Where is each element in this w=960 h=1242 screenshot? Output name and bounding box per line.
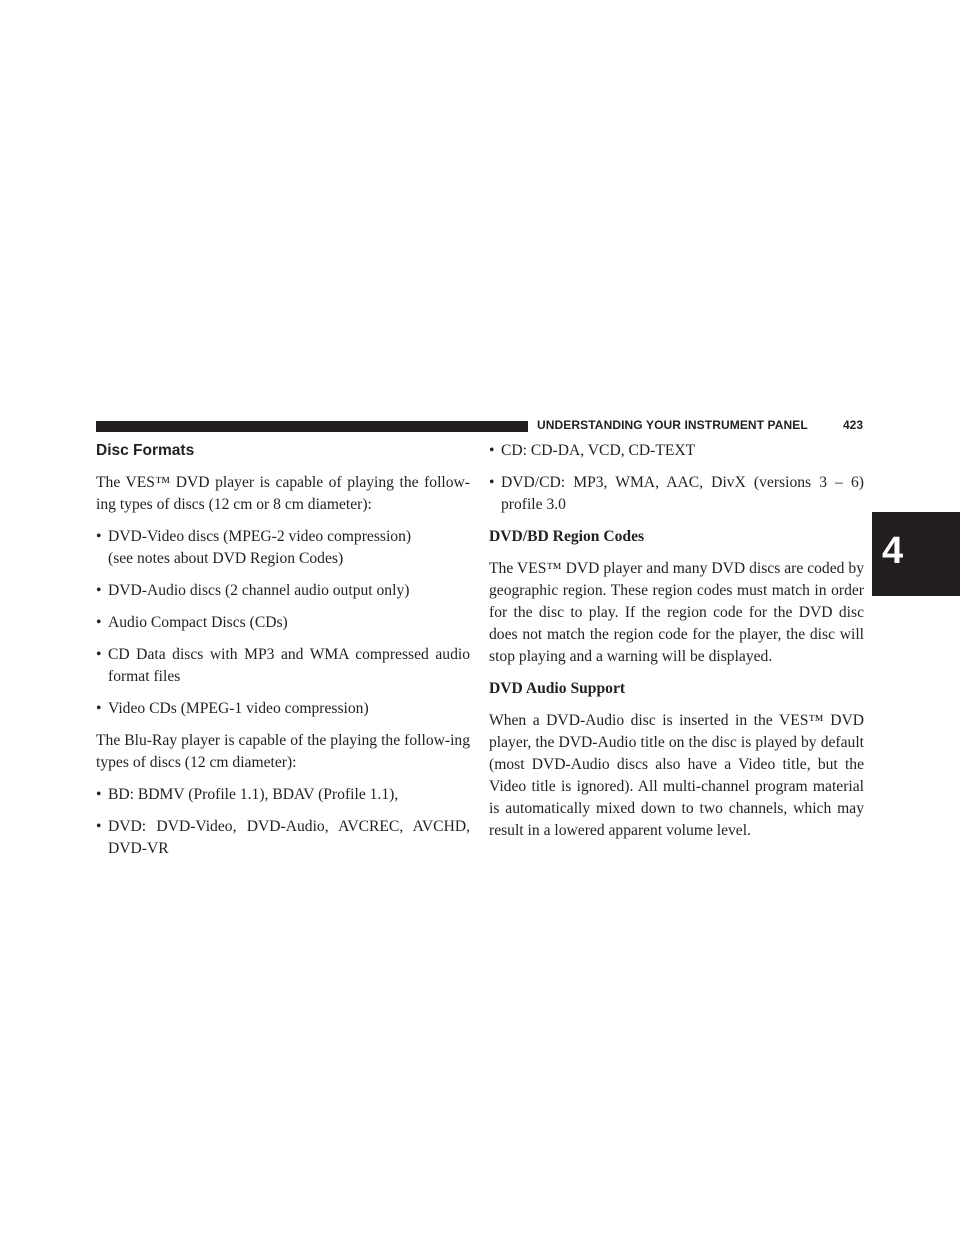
bullet-glyph: • xyxy=(96,818,102,835)
paragraph-bluray-intro: The Blu-Ray player is capable of the playing the follow-ing types of discs (12 cm diameter): xyxy=(96,732,470,771)
list-item-text: BD: BDMV (Profile 1.1), BDAV (Profile 1.1), xyxy=(108,786,399,803)
list-item xyxy=(96,644,470,688)
list-item xyxy=(96,698,470,720)
bullet-glyph: • xyxy=(96,528,102,545)
right-column xyxy=(489,440,864,852)
heading-region-codes: DVD/BD Region Codes xyxy=(489,528,645,545)
list-item-text: DVD-Video discs (MPEG-2 video compression) xyxy=(108,528,412,545)
chapter-tab xyxy=(872,512,960,596)
list-item xyxy=(96,816,470,860)
paragraph-region-codes: The VES™ DVD player and many DVD discs are coded by geographic region. These region codes must match in order for the disc to play. If the region code for the DVD disc does not match the region code for the player, the disc will stop playing and a warning will be displayed. xyxy=(489,560,864,665)
list-item-text: (see notes about DVD Region Codes) xyxy=(108,550,344,567)
page-number: 423 xyxy=(843,418,864,432)
list-item xyxy=(96,526,470,570)
paragraph-ves-intro: The VES™ DVD player is capable of playing the follow-ing types of discs (12 cm or 8 cm diameter): xyxy=(96,474,470,513)
bullet-glyph: • xyxy=(96,614,102,631)
list-item-text: DVD: DVD-Video, DVD-Audio, AVCREC, AVCHD, DVD-VR xyxy=(108,818,470,857)
bullet-glyph: • xyxy=(489,474,495,491)
bullet-glyph: • xyxy=(96,646,102,663)
list-item xyxy=(96,580,470,602)
list-item xyxy=(489,472,864,516)
list-item-text: CD: CD-DA, VCD, CD-TEXT xyxy=(501,442,696,459)
heading-dvd-audio-support: DVD Audio Support xyxy=(489,680,626,697)
left-column xyxy=(96,440,470,870)
list-item xyxy=(96,784,470,806)
list-item-text: DVD/CD: MP3, WMA, AAC, DivX (versions 3 – 6) profile 3.0 xyxy=(501,474,864,513)
list-ves-disc-types xyxy=(96,526,470,720)
list-item-text: Audio Compact Discs (CDs) xyxy=(108,614,288,631)
chapter-number: 4 xyxy=(882,530,904,572)
heading-disc-formats: Disc Formats xyxy=(96,442,195,459)
bullet-glyph: • xyxy=(489,442,495,459)
list-bluray-disc-types xyxy=(96,784,470,860)
paragraph-dvd-audio-support: When a DVD-Audio disc is inserted in the VES™ DVD player, the DVD-Audio title on the disc is played by default (most DVD-Audio discs also have a Video title, but the Video title is ignored). All multi-channel program material is automatically mixed down to two channels, which may result in a lowered apparent volume level. xyxy=(489,712,864,839)
bullet-glyph: • xyxy=(96,786,102,803)
list-bluray-disc-types-continued xyxy=(489,440,864,516)
header-rule xyxy=(96,421,528,432)
bullet-glyph: • xyxy=(96,700,102,717)
list-item-text: CD Data discs with MP3 and WMA compressed audio format files xyxy=(108,646,470,685)
list-item xyxy=(96,612,470,634)
section-header-title: UNDERSTANDING YOUR INSTRUMENT PANEL xyxy=(537,418,808,432)
list-item xyxy=(489,440,864,462)
list-item-text: DVD-Audio discs (2 channel audio output only) xyxy=(108,582,410,599)
bullet-glyph: • xyxy=(96,582,102,599)
list-item-text: Video CDs (MPEG-1 video compression) xyxy=(108,700,369,717)
